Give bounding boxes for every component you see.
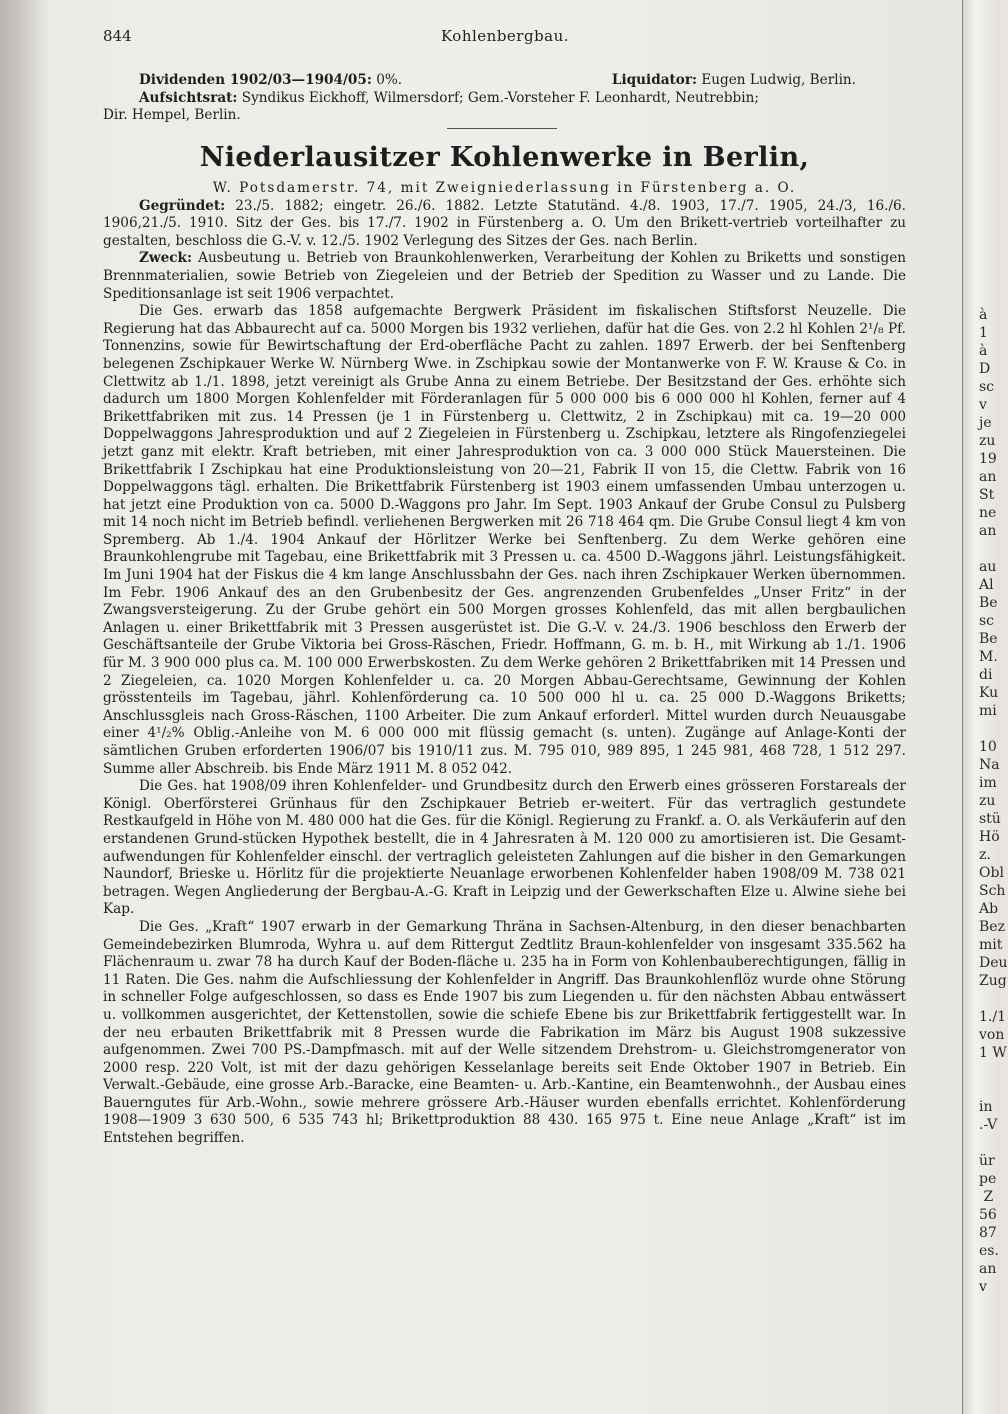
page-number: 844 xyxy=(103,27,132,45)
liquidator-value: Eugen Ludwig, Berlin. xyxy=(701,72,856,88)
paragraph-forest-purchase: Die Ges. hat 1908/09 ihren Kohlenfelder- und Grundbesitz durch den Erwerb eines grösseren Forstareals der Königl. Oberförsterei Grünhaus für den Zschipkauer Betrieb er-weitert. Für das vertraglich gestundete Restkaufgeld in Höhe von M. 480 000 hat die Ges. für die Königl. Regierung zu Frankf. a. O. als Verkäuferin auf den erstandenen Grund-stücken Hypothek bestellt, die in 4 Jahresraten à M. 120 000 zu amortisieren ist. Die Gesamt-aufwendungen für Kohlenfelder einschl. der vertraglich geleisteten Zahlungen auf die bisher in den Gemarkungen Naundorf, Brieske u. Hörlitz für die projektierte Neuanlage erworbenen Kohlenfelder haben 1908/09 M. 738 021 betragen. Wegen Angliederung der Bergbau-A.-G. Kraft in Leipzig und der Gewerkschaften Elze u. Alwine siehe bei Kap. xyxy=(103,778,906,918)
scan-shadow-left xyxy=(0,0,50,1414)
zweck-text: Ausbeutung u. Betrieb von Braunkohlenwerken, Verarbeitung der Kohlen zu Briketts und sonstigen Brennmaterialien, sowie Betrieb von Ziegeleien und der Betrieb der Spedition zu Wasser und zu Lande. Die Speditionsanlage ist seit 1906 verpachtet. xyxy=(103,250,906,302)
dividenden-label: Dividenden 1902/03—1904/05: xyxy=(139,72,372,88)
paragraph-kraft: Die Ges. „Kraft“ 1907 erwarb in der Gemarkung Thräna in Sachsen-Altenburg, in den dieser benachbarten Gemeindebezirken Blumroda, Wyhra u. auf dem Rittergut Zedtlitz Braun-kohlenfelder von insgesamt 335.562 ha Flächenraum u. zwar 78 ha durch Kauf der Boden-fläche u. 235 ha in Form von Kohlenbauberechtigungen, fällig in 11 Raten. Die Ges. nahm die Aufschliessung der Kohlenfelder in Angriff. Das Braunkohlenflöz wurde ohne Störung in schneller Folge aufgeschlossen, so dass es Ende 1907 bis zum Liegenden u. für den nächsten Abbau entwässert u. vollkommen ausgerichtet, der Kettenstollen, sowie die schiefe Ebene bis zur Brikettfabrik fertiggestellt war. In der neu erbauten Brikettfabrik mit 8 Pressen wurde die Fabrikation im März bis August 1908 sukzessive aufgenommen. Zwei 700 PS.-Dampfmasch. mit auf der Welle sitzendem Drehstrom- u. Gleichstromgenerator von 2000 resp. 220 Volt, ist mit der dazu gehörigen Kesselanlage bereits seit Ende Oktober 1907 in Betrieb. Ein Verwalt.-Gebäude, eine grosse Arb.-Baracke, eine Beamten- u. Arb.-Kantine, ein Beamtenwohnh., der Ausbau eines Bauerngutes für Arb.-Wohn., sowie mehrere grössere Arb.-Häuser wurden ebenfalls errichtet. Kohlenförderung 1908—1909 3 630 500, 6 535 743 hl; Brikettproduktion 88 430. 165 975 t. Eine neue Anlage „Kraft“ ist im Entstehen begriffen. xyxy=(103,918,906,1147)
paragraph-history: Die Ges. erwarb das 1858 aufgemachte Bergwerk Präsident im fiskalischen Stiftsforst Neuzelle. Die Regierung hat das Abbaurecht auf ca. 5000 Morgen bis 1932 verliehen, dafür hat die Ges. von 2.2 hl Kohlen 2¹/₈ Pf. Tonnenzins, sowie für Bewirtschaftung der Erd-oberfläche Pacht zu zahlen. 1897 Erwerb. der bei Senftenberg belegenen Zschipkauer Werke W. Nürnberg Wwe. in Zschipkau sowie der Montanwerke von F. W. Krause & Co. in Clettwitz ab 1./1. 1898, jetzt vereinigt als Grube Anna zu einem Betriebe. Der Besitzstand der Ges. erhöhte sich dadurch um 1800 Morgen Kohlenfelder mit Förderanlagen für 5 000 000 bis 6 000 000 hl Kohlen, ferner auf 4 Brikettfabriken mit zus. 14 Pressen (je 1 in Fürstenberg u. Clettwitz, 2 in Zschipkau) mit ca. 19—20 000 Doppelwaggons Jahresproduktion und auf 2 Ziegeleien in Fürstenberg u. Zschipkau, letztere als Ringofenziegelei jetzt ganz mit elektr. Kraft betrieben, mit einer Jahresproduktion von ca. 3 000 000 Stück Mauersteinen. Die Brikettfabrik I Zschipkau hat eine Produktionsleistung von 20—21, Fabrik II von 15, die Clettw. Fabrik von 16 Doppelwaggons tägl. erhalten. Die Brikettfabrik Fürstenberg ist 1903 einem umfassenden Umbau unterzogen u. hat jetzt eine Produktion von ca. 5000 D.-Waggons pro Jahr. Im Sept. 1903 Ankauf der Grube Consul zu Pulsberg mit 14 noch nicht im Betrieb befindl. verliehenen Bergwerken mit 26 718 464 qm. Die Grube Consul liegt 4 km von Spremberg. Ab 1./4. 1904 Ankauf der Hörlitzer Werke bei Senftenberg. Zu dem Werke gehören eine Braunkohlengrube mit Tagebau, eine Brikettfabrik mit 3 Pressen u. ca. 4500 D.-Waggons jährl. Leistungsfähigkeit. Im Juni 1904 hat der Fiskus die 4 km lange Anschlussbahn der Ges. nach ihren Zschipkauer Werken übernommen. Im Febr. 1906 Ankauf des an den Grubenbesitz der Ges. angrenzenden Grubenfeldes „Unser Fritz“ in der Zwangsversteigerung. Zu der Grube gehört ein 500 Morgen grosses Kohlenfeld, das mit allen bergbaulichen Anlagen u. einer Brikettfabrik mit 3 Pressen ausgerüstet ist. Die G.-V. v. 24./3. 1906 beschloss den Erwerb der Geschäftsanteile der Grube Viktoria bei Gross-Räschen, Friedr. Hoffmann, G. m. b. H., mit Wirkung ab 1./1. 1906 für M. 3 900 000 plus ca. M. 100 000 Erwerbskosten. Zu dem Werke gehören 2 Brikettfabriken mit 14 Pressen und 2 Ziegeleien, ca. 1020 Morgen Kohlenfelder u. ca. 20 Morgen Abbau-Gerechtsame, Gewinnung der Kohlen grösstenteils im Tagebau, jährl. Kohlenförderung ca. 10 500 000 hl u. ca. 25 000 D.-Waggons Briketts; Anschlussgleis nach Gross-Räschen, 1100 Arbeiter. Die zum Ankauf erforderl. Mittel wurden durch Neuausgabe einer 4¹/₂% Oblig.-Anleihe von M. 6 000 000 mit flüssig gemacht (s. unten). Zugänge auf Anlage-Konti der sämtlichen Gruben erforderten 1906/07 bis 1910/11 zus. M. 795 010, 989 895, 1 245 981, 468 728, 1 512 297. Summe aller Abschreib. bis Ende März 1911 M. 8 052 042. xyxy=(103,303,906,777)
section-divider xyxy=(447,128,557,129)
adjacent-page-bleed-text: à 1 à D sc v je zu 19 an St ne an au Al Be sc Be M. di Ku mi 10 Na im zu stü Hö z. Obl Sch Ab Bez mit Deu Zug 1./1 von 1 W in .-V ür pe Z 56 87 es. an v xyxy=(979,307,1008,1295)
gegruendet-text: 23./5. 1882; eingetr. 26./6. 1882. Letzte Statutänd. 4./8. 1903, 17./7. 1905, 24./3, 16./6. 1906,21./5. 1910. Sitz der Ges. bis 17./7. 1902 in Fürstenberg a. O. Um den Brikett-vertrieb vorteilhafter zu gestalten, beschloss die G.-V. v. 12./5. 1902 Verlegung des Sitzes der Ges. nach Berlin. xyxy=(103,197,907,249)
company-title: Niederlausitzer Kohlenwerke in Berlin, xyxy=(199,142,810,173)
zweck-label: Zweck: xyxy=(139,250,192,267)
company-entry xyxy=(103,180,906,1148)
running-title: Kohlenbergbau. xyxy=(441,27,570,45)
aufsichtsrat-label: Aufsichtsrat: xyxy=(139,89,238,106)
aufsichtsrat-value: Syndikus Eickhoff, Wilmersdorf; Gem.-Vorsteher F. Leonhardt, Neutrebbin; xyxy=(241,89,759,106)
liquidator-label: Liquidator: xyxy=(611,72,698,88)
aufsichtsrat-value-cont: Dir. Hempel, Berlin. xyxy=(103,107,241,124)
previous-entry-tail xyxy=(103,72,906,125)
dividenden-value: 0%. xyxy=(376,72,403,88)
adjacent-page-gutter xyxy=(962,0,1008,1414)
gegruendet-label: Gegründet: xyxy=(139,197,226,214)
company-address: W. Potsdamerstr. 74, mit Zweigniederlassung in Fürstenberg a. O. xyxy=(212,180,797,196)
